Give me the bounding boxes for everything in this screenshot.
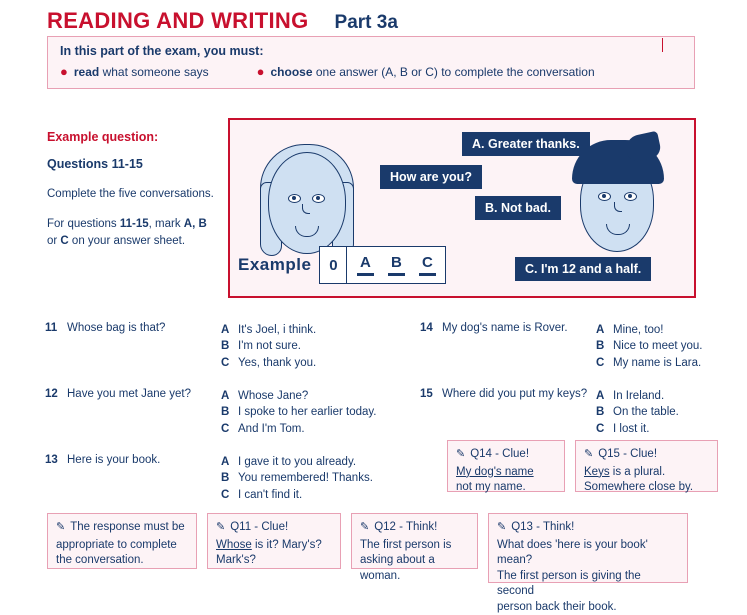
note-q15 (575, 440, 718, 492)
option-row[interactable] (221, 487, 385, 503)
note-q11-line1-rest: is it? Mary's? (251, 538, 322, 551)
questions-range-label: Questions 11-15 (47, 157, 143, 172)
pencil-icon: ✎ (456, 448, 466, 461)
option-text: My name is Lara. (613, 356, 702, 369)
page-title: READING AND WRITING (47, 8, 309, 33)
girl-pupil-left (292, 196, 296, 200)
note-q11-title: Q11 - Clue! (230, 521, 289, 533)
example-answer-row (238, 246, 446, 284)
option-label: B (221, 340, 230, 353)
question-number: 13 (45, 453, 58, 466)
boy-face-illustration (568, 140, 668, 260)
boy-nose (614, 202, 622, 212)
option-row[interactable] (596, 388, 740, 404)
boy-pupil-left (602, 194, 606, 198)
speech-bubble-question: How are you? (380, 165, 482, 189)
note-response-line3: the conversation. (56, 554, 144, 567)
option-label: C (596, 422, 605, 435)
girl-nose (302, 204, 310, 214)
note-q13-line1: What does 'here is your book' mean? (497, 538, 648, 567)
example-instruction-2-pre: For questions (47, 217, 120, 230)
note-q11-line1-row (216, 538, 332, 554)
option-text: I gave it to you already. (238, 455, 357, 468)
girl-pupil-right (316, 196, 320, 200)
girl-eye-left (288, 194, 301, 203)
question-options (596, 322, 740, 371)
speech-bubble-option-b: B. Not bad. (475, 196, 561, 220)
boy-eye-right (624, 192, 637, 201)
page-header (47, 8, 398, 34)
pencil-icon: ✎ (584, 448, 594, 461)
question-number: 15 (420, 387, 433, 400)
note-q11-line1: Whose (216, 538, 252, 551)
answer-option-a[interactable] (355, 254, 375, 276)
example-instruction-2-c: C (60, 234, 69, 247)
option-text: I can't find it. (238, 488, 303, 501)
boy-pupil-right (628, 194, 632, 198)
note-q11-title-row (216, 520, 332, 536)
question-stem: Here is your book. (67, 453, 161, 466)
option-label: A (221, 455, 230, 468)
example-question-heading: Example question: (47, 130, 159, 144)
question-stem: Where did you put my keys? (442, 387, 588, 400)
question-stem: Whose bag is that? (67, 322, 166, 334)
answer-option-b-label: B (391, 254, 402, 272)
option-text: And I'm Tom. (238, 422, 305, 435)
note-q13-line3: person back their book. (497, 600, 617, 613)
option-row[interactable] (221, 421, 385, 437)
example-instruction-2-ab: A, B (183, 217, 207, 230)
option-text: On the table. (613, 406, 679, 419)
question-item (420, 388, 740, 437)
option-label: B (221, 406, 230, 419)
note-q14-line1: My dog's name (456, 465, 534, 478)
note-q12-line2: asking about a woman. (360, 554, 435, 582)
note-q15-line1: Keys (584, 465, 610, 478)
option-label: A (596, 389, 605, 402)
instructions-list (60, 65, 682, 79)
pencil-icon: ✎ (497, 521, 507, 534)
option-row[interactable] (221, 470, 385, 486)
instruction-choose-rest: one answer (A, B or C) to complete the conversation (315, 65, 595, 79)
note-q12-line1: The first person is (360, 538, 452, 551)
instructions-box (47, 36, 695, 89)
question-stem: Have you met Jane yet? (67, 387, 192, 400)
note-response-first-row (56, 520, 188, 536)
note-q13 (488, 513, 688, 613)
option-row[interactable] (221, 454, 385, 470)
answer-option-a-bar (357, 273, 374, 276)
example-answer-grid (319, 246, 446, 284)
note-q14-title: Q14 - Clue! (470, 448, 530, 460)
note-q14-line2: not my name. (456, 481, 526, 494)
note-q15-line2: Somewhere close by. (584, 481, 694, 494)
margin-tick (662, 38, 663, 52)
note-q11-line2: Mark's? (216, 554, 256, 567)
question-options (221, 388, 385, 437)
note-response-line1: The response must be (70, 521, 185, 533)
note-response (47, 513, 197, 569)
option-row[interactable] (596, 355, 740, 371)
answer-option-a-label: A (360, 254, 371, 272)
example-instruction-2-mid: , mark (148, 217, 184, 230)
option-label: C (221, 356, 230, 369)
pencil-icon: ✎ (360, 521, 370, 534)
girl-eye-right (312, 194, 325, 203)
option-text: Yes, thank you. (238, 356, 317, 369)
question-number: 11 (45, 322, 58, 334)
instruction-choose-text (270, 65, 594, 79)
question-stem: My dog's name is Rover. (442, 322, 568, 334)
answer-option-c[interactable] (417, 254, 437, 276)
option-label: B (596, 340, 605, 353)
boy-eye-left (598, 192, 611, 201)
instruction-read-text (74, 65, 209, 79)
note-q13-line2: The first person is giving the second (497, 569, 641, 598)
question-item (45, 322, 385, 371)
option-row[interactable] (221, 388, 385, 404)
note-response-line2: appropriate to complete (56, 538, 177, 551)
option-row[interactable] (221, 338, 385, 354)
question-options (221, 454, 385, 503)
option-text: Mine, too! (613, 324, 664, 336)
instruction-choose-bold: choose (270, 65, 313, 79)
speech-bubble-option-c: C. I'm 12 and a half. (515, 257, 651, 281)
option-label: C (596, 356, 605, 369)
option-label: A (221, 389, 230, 402)
note-q15-title: Q15 - Clue! (598, 448, 658, 460)
option-text: It's Joel, i think. (238, 324, 317, 336)
note-q14 (447, 440, 565, 492)
example-instruction-2-or: or (47, 234, 61, 247)
girl-head (268, 152, 346, 254)
answer-option-c-label: C (422, 254, 433, 272)
question-number: 12 (45, 387, 58, 400)
question-options (596, 388, 740, 437)
example-illustration-box (228, 118, 696, 298)
example-instruction-2-range: 11-15 (119, 217, 149, 230)
option-text: I lost it. (613, 422, 650, 435)
option-row[interactable] (221, 404, 385, 420)
option-text: In Ireland. (613, 389, 665, 402)
note-q12-title: Q12 - Think! (374, 521, 438, 533)
instruction-read-bold: read (73, 65, 100, 79)
note-q12-title-row (360, 520, 469, 536)
example-answer-letters (347, 247, 445, 283)
option-label: C (221, 422, 230, 435)
option-text: Nice to meet you. (613, 340, 703, 353)
pencil-icon: ✎ (56, 521, 66, 534)
instruction-read-rest: what someone says (102, 65, 209, 79)
question-item (45, 388, 385, 437)
note-q12 (351, 513, 478, 582)
option-label: B (221, 472, 230, 485)
answer-option-b-bar (388, 273, 405, 276)
speech-bubble-option-a: A. Greater thanks. (462, 132, 590, 156)
option-text: You remembered! Thanks. (238, 472, 373, 485)
questions-column-left (45, 322, 385, 520)
pencil-icon: ✎ (216, 521, 226, 534)
note-q15-line1-rest: is a plural. (609, 465, 666, 478)
option-row[interactable] (221, 355, 385, 371)
option-text: Whose Jane? (238, 389, 309, 402)
bullet-icon: ● (256, 64, 265, 79)
option-label: B (596, 406, 605, 419)
question-number: 14 (420, 322, 433, 334)
example-question-panel (47, 128, 215, 262)
answer-option-c-bar (419, 273, 436, 276)
instruction-item-read (60, 65, 209, 79)
example-answer-number: 0 (320, 247, 347, 283)
bullet-icon: ● (60, 64, 68, 79)
option-label: A (596, 324, 605, 336)
note-q13-title-row (497, 520, 679, 536)
question-options (221, 322, 385, 371)
note-q15-title-row (584, 447, 709, 463)
option-row[interactable] (596, 338, 740, 354)
question-item (420, 322, 740, 371)
note-q15-line1-row (584, 465, 709, 481)
option-row[interactable] (596, 322, 740, 338)
example-label: Example (238, 255, 312, 274)
option-text: I spoke to her earlier today. (238, 406, 377, 419)
option-row[interactable] (596, 404, 740, 420)
example-instruction-2-tail: on your answer sheet. (68, 234, 186, 247)
note-q13-title: Q13 - Think! (511, 521, 575, 533)
option-text: I'm not sure. (238, 340, 301, 353)
option-row[interactable] (596, 421, 740, 437)
questions-column-right (420, 322, 740, 454)
part-label: Part 3a (334, 12, 398, 33)
example-instruction-2 (47, 216, 215, 249)
answer-option-b[interactable] (386, 254, 406, 276)
example-instruction-1: Complete the five conversations. (47, 188, 214, 201)
question-item (45, 454, 385, 503)
instructions-title: In this part of the exam, you must: (60, 44, 264, 58)
instruction-item-choose (257, 65, 595, 79)
note-q14-title-row (456, 447, 556, 463)
option-row[interactable] (221, 322, 385, 338)
note-q11 (207, 513, 341, 569)
option-label: C (221, 488, 230, 501)
option-label: A (221, 324, 230, 336)
